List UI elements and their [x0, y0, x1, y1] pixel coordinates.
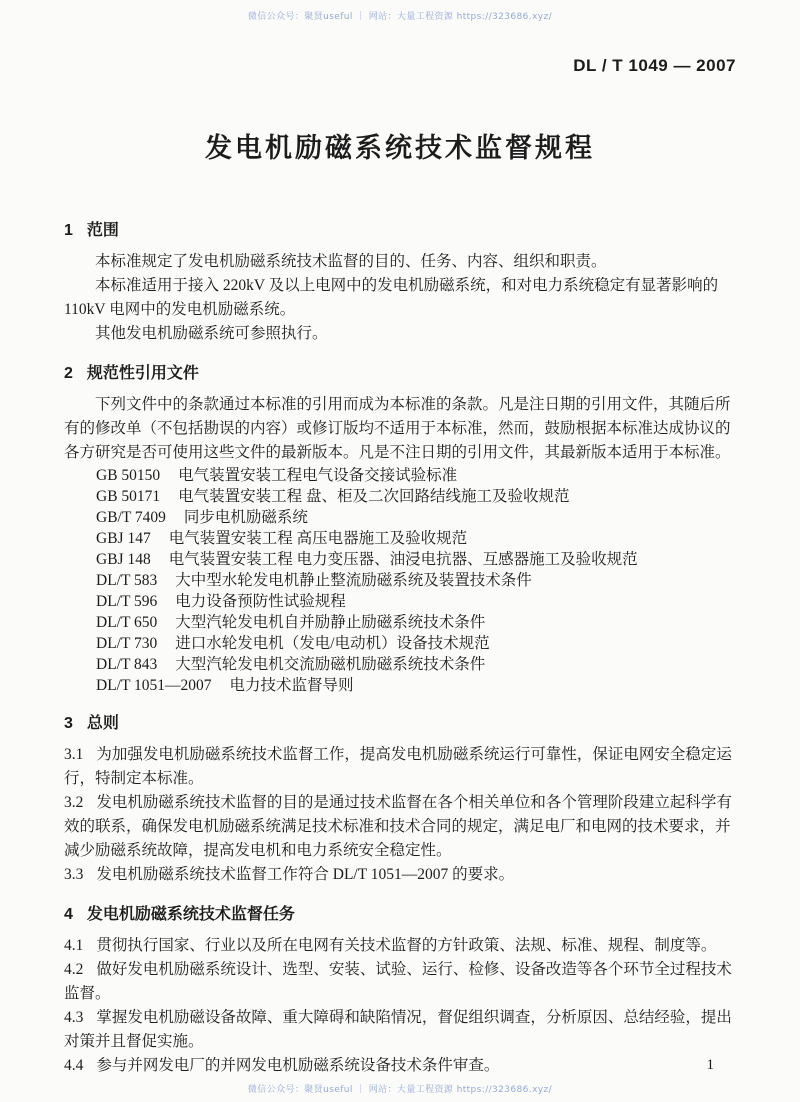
- clause-text: 做好发电机励磁系统设计、选型、安装、试验、运行、检修、设备改造等各个环节全过程技术监督。: [64, 961, 732, 1002]
- clause-4-4: [64, 1054, 736, 1078]
- reference-code: GB 50150: [96, 467, 161, 484]
- reference-item: [96, 612, 736, 633]
- reference-title: 进口水轮发电机（发电/电动机）设备技术规范: [175, 635, 490, 652]
- reference-item: [96, 654, 736, 675]
- reference-item: [96, 591, 736, 612]
- reference-item: [96, 486, 736, 507]
- clause-number: 3.3: [64, 866, 84, 883]
- clause-number: 4.1: [64, 937, 84, 954]
- clause-3-1: [64, 743, 736, 791]
- reference-title: 大型汽轮发电机自并励静止励磁系统技术条件: [175, 614, 486, 631]
- clause-text: 发电机励磁系统技术监督工作符合 DL/T 1051—2007 的要求。: [96, 866, 515, 883]
- reference-item: [96, 633, 736, 654]
- section-1-title: 范围: [86, 222, 119, 239]
- clause-number: 3.2: [64, 794, 84, 811]
- reference-title: 电气装置安装工程 高压电器施工及验收规范: [168, 530, 468, 547]
- reference-title: 电力设备预防性试验规程: [175, 593, 346, 610]
- section-4-title: 发电机励磁系统技术监督任务: [86, 906, 295, 923]
- section-3-title: 总则: [86, 715, 119, 732]
- section-1-paragraph: 其他发电机励磁系统可参照执行。: [95, 325, 328, 342]
- section-2-intro: 下列文件中的条款通过本标准的引用而成为本标准的条款。凡是注日期的引用文件，其随后所有的修改单（不包括勘误的内容）或修订版均不适用于本标准，然而，鼓励根据本标准达成协议的各方研究是否可使用这些文件的最新版本。凡是不注日期的引用文件，其最新版本适用于本标准。: [64, 396, 731, 461]
- section-3-heading: [64, 710, 736, 733]
- section-2-title: 规范性引用文件: [86, 365, 199, 382]
- section-1-heading: [64, 217, 736, 240]
- reference-item: [96, 528, 736, 549]
- reference-code: GBJ 147: [96, 530, 151, 547]
- reference-title: 大型汽轮发电机交流励磁机励磁系统技术条件: [175, 656, 486, 673]
- clause-3-3: [64, 863, 736, 887]
- reference-title: 电力技术监督导则: [229, 677, 354, 694]
- reference-code: GBJ 148: [96, 551, 151, 568]
- reference-item: [96, 549, 736, 570]
- reference-item: [96, 675, 736, 696]
- clause-number: 3.1: [64, 746, 84, 763]
- reference-title: 电气装置安装工程电气设备交接试验标准: [178, 467, 458, 484]
- section-3-number: 3: [64, 715, 73, 732]
- clause-text: 掌握发电机励磁设备故障、重大障碍和缺陷情况，督促组织调查，分析原因、总结经验，提出对策并且督促实施。: [64, 1009, 732, 1050]
- reference-list: [64, 465, 736, 696]
- section-1-number: 1: [64, 222, 73, 239]
- clause-number: 4.3: [64, 1009, 84, 1026]
- reference-code: DL/T 596: [96, 593, 158, 610]
- reference-title: 大中型水轮发电机静止整流励磁系统及装置技术条件: [175, 572, 532, 589]
- clause-3-2: [64, 791, 736, 863]
- reference-code: DL/T 583: [96, 572, 158, 589]
- reference-code: GB/T 7409: [96, 509, 166, 526]
- reference-item: [96, 465, 736, 486]
- reference-title: 电气装置安装工程 电力变压器、油浸电抗器、互感器施工及验收规范: [168, 551, 638, 568]
- clause-number: 4.4: [64, 1057, 84, 1074]
- clause-number: 4.2: [64, 961, 84, 978]
- clause-4-2: [64, 958, 736, 1006]
- reference-title: 电气装置安装工程 盘、柜及二次回路结线施工及验收规范: [178, 488, 570, 505]
- reference-code: DL/T 650: [96, 614, 158, 631]
- reference-code: DL/T 843: [96, 656, 158, 673]
- clause-text: 贯彻执行国家、行业以及所在电网有关技术监督的方针政策、法规、标准、规程、制度等。: [96, 937, 717, 954]
- reference-code: GB 50171: [96, 488, 161, 505]
- watermark-top: 微信公众号：聚贤useful ｜ 网站：大量工程资源 https://323686.xyz/: [247, 12, 553, 22]
- section-1-paragraph: 本标准适用于接入 220kV 及以上电网中的发电机励磁系统，和对电力系统稳定有显著影响的 110kV 电网中的发电机励磁系统。: [64, 277, 719, 318]
- clause-text: 为加强发电机励磁系统技术监督工作，提高发电机励磁系统运行可靠性，保证电网安全稳定运行，特制定本标准。: [64, 746, 732, 787]
- page-title: 发电机励磁系统技术监督规程: [205, 133, 595, 163]
- watermark-bottom: 微信公众号：聚贤useful ｜ 网站：大量工程资源 https://323686.xyz/: [247, 1085, 553, 1095]
- clause-4-1: [64, 934, 736, 958]
- section-2-number: 2: [64, 365, 73, 382]
- page-number: 1: [706, 1057, 714, 1073]
- section-1-paragraph: 本标准规定了发电机励磁系统技术监督的目的、任务、内容、组织和职责。: [95, 253, 607, 270]
- reference-code: DL/T 1051—2007: [96, 677, 212, 694]
- clause-4-3: [64, 1006, 736, 1054]
- reference-item: [96, 570, 736, 591]
- section-2-heading: [64, 360, 736, 383]
- reference-title: 同步电机励磁系统: [183, 509, 308, 526]
- clause-text: 发电机励磁系统技术监督的目的是通过技术监督在各个相关单位和各个管理阶段建立起科学有效的联系，确保发电机励磁系统满足技术标准和技术合同的规定，满足电厂和电网的技术要求，并减少励磁系统故障，提高发电机和电力系统安全稳定性。: [64, 794, 732, 859]
- section-4-heading: [64, 901, 736, 924]
- section-4-number: 4: [64, 906, 73, 923]
- doc-number: DL / T 1049 — 2007: [573, 56, 736, 75]
- reference-code: DL/T 730: [96, 635, 158, 652]
- clause-text: 参与并网发电厂的并网发电机励磁系统设备技术条件审查。: [96, 1057, 500, 1074]
- reference-item: [96, 507, 736, 528]
